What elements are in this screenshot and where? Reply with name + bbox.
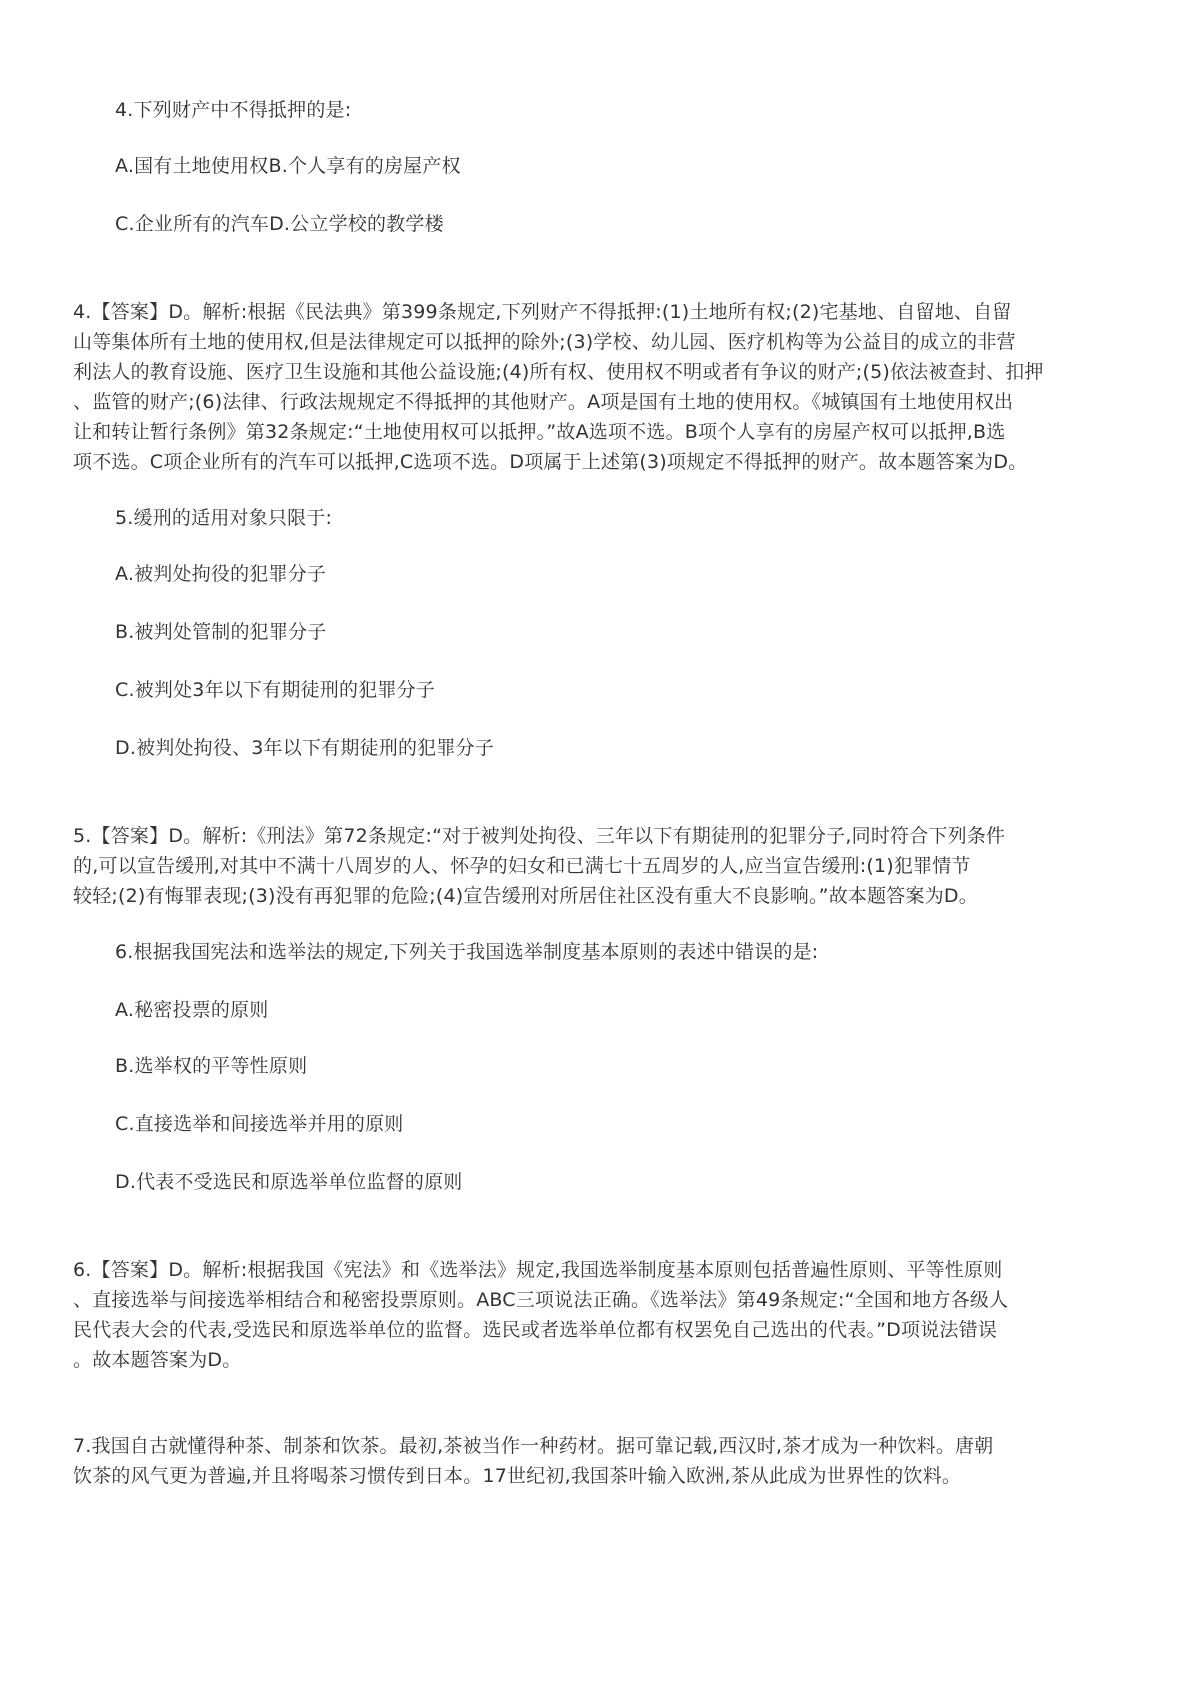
q4-answer-line-6: 项不选。C项企业所有的汽车可以抵押,C选项不选。D项属于上述第(3)项规定不得抵押的财产。故本题答案为D。 (73, 451, 1028, 473)
q4-options-ab: A.国有土地使用权B.个人享有的房屋产权 (115, 155, 461, 177)
q4-stem: 4.下列财产中不得抵押的是: (115, 99, 352, 121)
q6-answer-line-4: 。故本题答案为D。 (73, 1349, 242, 1371)
q5-answer-line-3: 较轻;(2)有悔罪表现;(3)没有再犯罪的危险;(4)宣告缓刑对所居住社区没有重大不良影响。”故本题答案为D。 (73, 885, 978, 907)
q4-options-cd: C.企业所有的汽车D.公立学校的教学楼 (115, 213, 444, 235)
q6-answer-line-3: 民代表大会的代表,受选民和原选举单位的监督。选民或者选举单位都有权罢免自己选出的代表。”D项说法错误 (73, 1319, 998, 1341)
q6-option-b: B.选举权的平等性原则 (115, 1055, 308, 1077)
q5-option-b: B.被判处管制的犯罪分子 (115, 621, 327, 643)
q6-answer-line-1: 6.【答案】D。解析:根据我国《宪法》和《选举法》规定,我国选举制度基本原则包括普遍性原则、平等性原则 (73, 1259, 1003, 1281)
q6-option-a: A.秘密投票的原则 (115, 999, 269, 1021)
q7-line-1: 7.我国自古就懂得种茶、制茶和饮茶。最初,茶被当作一种药材。据可靠记载,西汉时,茶才成为一种饮料。唐朝 (73, 1435, 994, 1457)
q4-answer-line-2: 山等集体所有土地的使用权,但是法律规定可以抵押的除外;(3)学校、幼儿园、医疗机构等为公益目的成立的非营 (73, 331, 1016, 353)
q7-line-2: 饮茶的风气更为普遍,并且将喝茶习惯传到日本。17世纪初,我国茶叶输入欧洲,茶从此成为世界性的饮料。 (73, 1465, 962, 1487)
q6-option-d: D.代表不受选民和原选举单位监督的原则 (115, 1171, 463, 1193)
q6-stem: 6.根据我国宪法和选举法的规定,下列关于我国选举制度基本原则的表述中错误的是: (115, 941, 819, 963)
q4-answer-line-4: 、监管的财产;(6)法律、行政法规规定不得抵押的其他财产。A项是国有土地的使用权。《城镇国有土地使用权出 (73, 391, 1014, 413)
q5-option-d: D.被判处拘役、3年以下有期徒刑的犯罪分子 (115, 737, 494, 759)
q6-option-c: C.直接选举和间接选举并用的原则 (115, 1113, 404, 1135)
q5-answer-line-1: 5.【答案】D。解析:《刑法》第72条规定:“对于被判处拘役、三年以下有期徒刑的犯罪分子,同时符合下列条件 (73, 825, 1006, 847)
q6-answer-line-2: 、直接选举与间接选举相结合和秘密投票原则。ABC三项说法正确。《选举法》第49条规定:“全国和地方各级人 (73, 1289, 1009, 1311)
q4-answer-line-5: 让和转让暂行条例》第32条规定:“土地使用权可以抵押。”故A选项不选。B项个人享有的房屋产权可以抵押,B选 (73, 421, 1006, 443)
q5-option-a: A.被判处拘役的犯罪分子 (115, 563, 327, 585)
q5-option-c: C.被判处3年以下有期徒刑的犯罪分子 (115, 679, 435, 701)
q4-answer-line-1: 4.【答案】D。解析:根据《民法典》第399条规定,下列财产不得抵押:(1)土地所有权;(2)宅基地、自留地、自留 (73, 301, 1012, 323)
q5-stem: 5.缓刑的适用对象只限于: (115, 507, 333, 529)
q5-answer-line-2: 的,可以宣告缓刑,对其中不满十八周岁的人、怀孕的妇女和已满七十五周岁的人,应当宣告缓刑:(1)犯罪情节 (73, 855, 971, 877)
q4-answer-line-3: 利法人的教育设施、医疗卫生设施和其他公益设施;(4)所有权、使用权不明或者有争议的财产;(5)依法被查封、扣押 (73, 361, 1044, 383)
